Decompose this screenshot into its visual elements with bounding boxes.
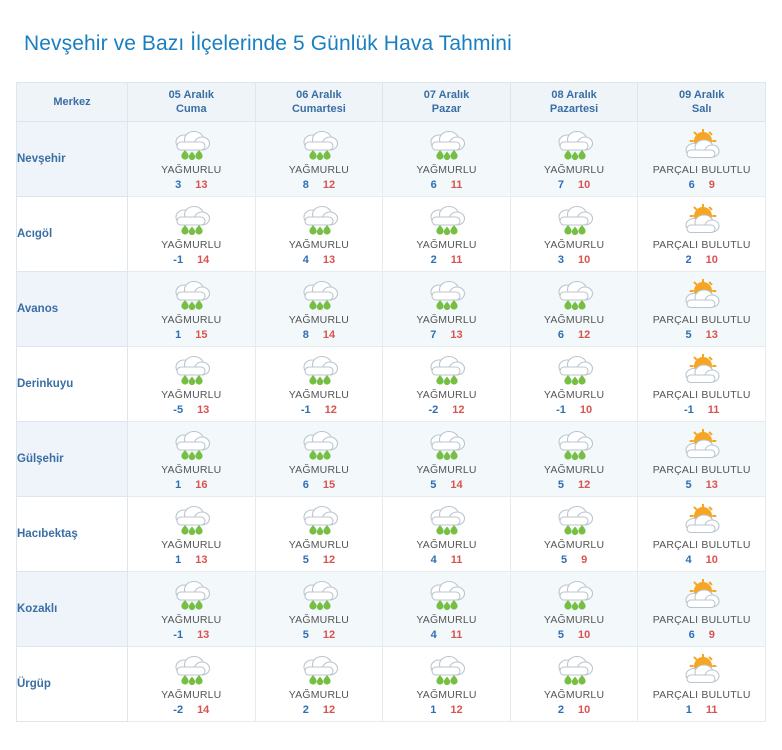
temperature-range bbox=[638, 179, 765, 191]
day-header-day: Salı bbox=[691, 103, 712, 116]
page-title: Nevşehir ve Bazı İlçelerinde 5 Günlük Hava Tahmini bbox=[24, 32, 512, 56]
max-temperature: 10 bbox=[705, 553, 718, 566]
rain-cloud-icon bbox=[128, 653, 255, 687]
temperature-range bbox=[128, 479, 255, 491]
max-temperature: 15 bbox=[322, 478, 336, 491]
temperature-range bbox=[128, 179, 255, 191]
max-temperature: 10 bbox=[578, 253, 591, 266]
temperature-range bbox=[511, 254, 638, 266]
max-temperature: 10 bbox=[578, 628, 591, 641]
temperature-range bbox=[638, 329, 765, 341]
condition-label: PARÇALI BULUTLU bbox=[652, 538, 751, 551]
min-temperature: -1 bbox=[173, 628, 184, 641]
max-temperature: 12 bbox=[322, 553, 336, 566]
forecast-cell bbox=[255, 422, 383, 497]
forecast-cell bbox=[255, 272, 383, 347]
min-temperature: 7 bbox=[430, 328, 437, 341]
rain-cloud-icon bbox=[128, 428, 255, 462]
forecast-table bbox=[16, 82, 766, 722]
city-name-cell: Gülşehir bbox=[17, 422, 128, 497]
temperature-range bbox=[256, 704, 383, 716]
rain-cloud-icon bbox=[256, 653, 383, 687]
rain-cloud-icon bbox=[383, 503, 510, 537]
forecast-cell bbox=[638, 122, 766, 197]
max-temperature: 11 bbox=[450, 178, 463, 191]
condition-label: YAĞMURLU bbox=[416, 463, 477, 476]
condition-label: PARÇALI BULUTLU bbox=[652, 313, 751, 326]
table-header bbox=[17, 83, 766, 122]
partly-cloudy-icon bbox=[638, 428, 765, 462]
condition-label: YAĞMURLU bbox=[288, 538, 350, 551]
condition-label: YAĞMURLU bbox=[543, 538, 605, 551]
min-temperature: 6 bbox=[302, 478, 309, 491]
rain-cloud-icon bbox=[383, 653, 510, 687]
temperature-range bbox=[128, 254, 255, 266]
rain-cloud-icon bbox=[511, 128, 638, 162]
min-temperature: 8 bbox=[302, 328, 309, 341]
temperature-range bbox=[638, 404, 765, 416]
temperature-range bbox=[128, 554, 255, 566]
rain-cloud-icon bbox=[256, 428, 383, 462]
max-temperature: 12 bbox=[322, 178, 336, 191]
condition-label: YAĞMURLU bbox=[543, 613, 605, 626]
condition-label: YAĞMURLU bbox=[416, 313, 477, 326]
condition-label: YAĞMURLU bbox=[543, 313, 605, 326]
min-temperature: 6 bbox=[688, 178, 695, 191]
condition-label: YAĞMURLU bbox=[543, 463, 605, 476]
rain-cloud-icon bbox=[256, 278, 383, 312]
temperature-range bbox=[383, 329, 510, 341]
forecast-cell bbox=[383, 572, 511, 647]
rain-cloud-icon bbox=[256, 503, 383, 537]
min-temperature: 6 bbox=[688, 628, 695, 641]
table-row bbox=[17, 497, 766, 572]
day-header-2 bbox=[383, 83, 511, 122]
temperature-range bbox=[383, 479, 510, 491]
table-body bbox=[17, 122, 766, 722]
rain-cloud-icon bbox=[383, 128, 510, 162]
forecast-cell bbox=[128, 122, 256, 197]
max-temperature: 11 bbox=[450, 553, 463, 566]
condition-label: YAĞMURLU bbox=[543, 238, 605, 251]
min-temperature: 1 bbox=[175, 553, 182, 566]
rain-cloud-icon bbox=[128, 353, 255, 387]
min-temperature: -1 bbox=[683, 403, 694, 416]
min-temperature: 6 bbox=[430, 178, 437, 191]
forecast-cell bbox=[510, 572, 638, 647]
rain-cloud-icon bbox=[383, 353, 510, 387]
min-temperature: 1 bbox=[175, 478, 182, 491]
table-row bbox=[17, 422, 766, 497]
max-temperature: 13 bbox=[195, 553, 208, 566]
temperature-range bbox=[511, 179, 638, 191]
rain-cloud-icon bbox=[128, 278, 255, 312]
forecast-cell bbox=[255, 197, 383, 272]
partly-cloudy-icon bbox=[638, 128, 765, 162]
day-header-0 bbox=[128, 83, 256, 122]
min-temperature: 4 bbox=[685, 553, 692, 566]
max-temperature: 11 bbox=[707, 403, 720, 416]
condition-label: YAĞMURLU bbox=[161, 463, 222, 476]
table-row bbox=[17, 272, 766, 347]
rain-cloud-icon bbox=[128, 578, 255, 612]
min-temperature: 7 bbox=[557, 178, 565, 191]
max-temperature: 12 bbox=[578, 478, 591, 491]
condition-label: YAĞMURLU bbox=[288, 613, 350, 626]
max-temperature: 13 bbox=[197, 403, 210, 416]
min-temperature: 5 bbox=[557, 478, 565, 491]
max-temperature: 9 bbox=[708, 178, 715, 191]
condition-label: YAĞMURLU bbox=[161, 238, 222, 251]
min-temperature: 4 bbox=[430, 553, 437, 566]
rain-cloud-icon bbox=[511, 503, 638, 537]
forecast-cell bbox=[383, 122, 511, 197]
forecast-cell bbox=[128, 572, 256, 647]
city-name-cell: Acıgöl bbox=[17, 197, 128, 272]
forecast-cell bbox=[128, 347, 256, 422]
temperature-range bbox=[128, 629, 255, 641]
condition-label: PARÇALI BULUTLU bbox=[652, 238, 751, 251]
condition-label: YAĞMURLU bbox=[288, 163, 350, 176]
condition-label: YAĞMURLU bbox=[161, 313, 222, 326]
temperature-range bbox=[511, 704, 638, 716]
weather-forecast-page bbox=[0, 14, 782, 750]
max-temperature: 12 bbox=[324, 403, 337, 416]
temperature-range bbox=[128, 329, 255, 341]
min-temperature: 5 bbox=[302, 553, 309, 566]
condition-label: YAĞMURLU bbox=[288, 688, 350, 701]
temperature-range bbox=[638, 704, 765, 716]
day-header-date: 06 Aralık bbox=[296, 89, 342, 102]
day-header-day: Cumartesi bbox=[291, 103, 346, 116]
city-name-cell: Nevşehir bbox=[17, 122, 128, 197]
condition-label: YAĞMURLU bbox=[543, 163, 605, 176]
temperature-range bbox=[638, 554, 765, 566]
min-temperature: -1 bbox=[556, 403, 566, 416]
condition-label: YAĞMURLU bbox=[161, 688, 222, 701]
max-temperature: 13 bbox=[195, 178, 208, 191]
rain-cloud-icon bbox=[128, 203, 255, 237]
day-header-date: 05 Aralık bbox=[168, 89, 215, 102]
forecast-cell bbox=[128, 197, 256, 272]
min-temperature: 3 bbox=[557, 253, 565, 266]
rain-cloud-icon bbox=[256, 128, 383, 162]
rain-cloud-icon bbox=[383, 203, 510, 237]
condition-label: PARÇALI BULUTLU bbox=[652, 613, 751, 626]
condition-label: PARÇALI BULUTLU bbox=[652, 688, 751, 701]
temperature-range bbox=[256, 329, 383, 341]
rain-cloud-icon bbox=[128, 128, 255, 162]
temperature-range bbox=[383, 404, 510, 416]
forecast-cell bbox=[638, 197, 766, 272]
forecast-cell bbox=[383, 347, 511, 422]
temperature-range bbox=[256, 179, 383, 191]
min-temperature: 3 bbox=[175, 178, 182, 191]
rain-cloud-icon bbox=[511, 428, 638, 462]
max-temperature: 11 bbox=[450, 253, 463, 266]
temperature-range bbox=[638, 479, 765, 491]
min-temperature: 4 bbox=[430, 628, 437, 641]
table-row bbox=[17, 647, 766, 722]
forecast-cell bbox=[510, 197, 638, 272]
temperature-range bbox=[383, 554, 510, 566]
table-row bbox=[17, 197, 766, 272]
city-name-cell: Kozaklı bbox=[17, 572, 128, 647]
temperature-range bbox=[638, 629, 765, 641]
condition-label: PARÇALI BULUTLU bbox=[652, 388, 751, 401]
city-name-cell: Hacıbektaş bbox=[17, 497, 128, 572]
forecast-cell bbox=[510, 272, 638, 347]
max-temperature: 10 bbox=[579, 403, 593, 416]
partly-cloudy-icon bbox=[638, 653, 765, 687]
forecast-cell bbox=[638, 647, 766, 722]
forecast-cell bbox=[128, 272, 256, 347]
temperature-range bbox=[256, 629, 383, 641]
city-name-cell: Avanos bbox=[17, 272, 128, 347]
temperature-range bbox=[383, 179, 510, 191]
day-header-date: 07 Aralık bbox=[423, 89, 470, 102]
max-temperature: 12 bbox=[450, 703, 463, 716]
max-temperature: 11 bbox=[450, 628, 463, 641]
condition-label: YAĞMURLU bbox=[416, 538, 477, 551]
temperature-range bbox=[256, 254, 383, 266]
forecast-cell bbox=[255, 572, 383, 647]
forecast-cell bbox=[510, 497, 638, 572]
min-temperature: -5 bbox=[173, 403, 184, 416]
condition-label: PARÇALI BULUTLU bbox=[652, 163, 751, 176]
forecast-cell bbox=[510, 647, 638, 722]
day-header-day: Pazar bbox=[431, 103, 462, 116]
min-temperature: -1 bbox=[173, 253, 184, 266]
max-temperature: 10 bbox=[578, 703, 591, 716]
forecast-cell bbox=[383, 647, 511, 722]
max-temperature: 13 bbox=[197, 628, 210, 641]
rain-cloud-icon bbox=[128, 503, 255, 537]
forecast-cell bbox=[638, 272, 766, 347]
max-temperature: 10 bbox=[705, 253, 718, 266]
condition-label: YAĞMURLU bbox=[161, 163, 222, 176]
rain-cloud-icon bbox=[511, 653, 638, 687]
condition-label: YAĞMURLU bbox=[416, 163, 477, 176]
max-temperature: 13 bbox=[705, 478, 718, 491]
condition-label: YAĞMURLU bbox=[416, 613, 477, 626]
rain-cloud-icon bbox=[511, 203, 638, 237]
max-temperature: 15 bbox=[195, 328, 208, 341]
condition-label: PARÇALI BULUTLU bbox=[652, 463, 751, 476]
rain-cloud-icon bbox=[383, 278, 510, 312]
min-temperature: -2 bbox=[428, 403, 439, 416]
city-name-cell: Ürgüp bbox=[17, 647, 128, 722]
forecast-cell bbox=[255, 347, 383, 422]
max-temperature: 9 bbox=[581, 553, 588, 566]
forecast-cell bbox=[383, 197, 511, 272]
min-temperature: 8 bbox=[302, 178, 309, 191]
partly-cloudy-icon bbox=[638, 578, 765, 612]
condition-label: YAĞMURLU bbox=[416, 238, 477, 251]
condition-label: YAĞMURLU bbox=[543, 388, 605, 401]
forecast-cell bbox=[255, 122, 383, 197]
rain-cloud-icon bbox=[511, 353, 638, 387]
header-center-column: Merkez bbox=[17, 83, 128, 122]
max-temperature: 9 bbox=[708, 628, 715, 641]
min-temperature: 5 bbox=[685, 328, 692, 341]
min-temperature: 5 bbox=[302, 628, 309, 641]
max-temperature: 12 bbox=[322, 628, 336, 641]
min-temperature: 2 bbox=[557, 703, 565, 716]
condition-label: YAĞMURLU bbox=[161, 538, 222, 551]
temperature-range bbox=[511, 329, 638, 341]
partly-cloudy-icon bbox=[638, 503, 765, 537]
min-temperature: -1 bbox=[300, 403, 311, 416]
min-temperature: 5 bbox=[430, 478, 437, 491]
temperature-range bbox=[511, 554, 638, 566]
max-temperature: 13 bbox=[322, 253, 336, 266]
rain-cloud-icon bbox=[256, 203, 383, 237]
day-header-1 bbox=[255, 83, 383, 122]
temperature-range bbox=[511, 479, 638, 491]
table-row bbox=[17, 347, 766, 422]
day-header-date: 08 Aralık bbox=[551, 89, 597, 102]
min-temperature: -2 bbox=[173, 703, 184, 716]
min-temperature: 2 bbox=[302, 703, 309, 716]
forecast-cell bbox=[255, 647, 383, 722]
condition-label: YAĞMURLU bbox=[288, 463, 350, 476]
rain-cloud-icon bbox=[511, 578, 638, 612]
temperature-range bbox=[638, 254, 765, 266]
min-temperature: 2 bbox=[430, 253, 437, 266]
forecast-cell bbox=[510, 347, 638, 422]
min-temperature: 5 bbox=[557, 628, 565, 641]
forecast-cell bbox=[128, 647, 256, 722]
min-temperature: 1 bbox=[685, 703, 692, 716]
day-header-3 bbox=[510, 83, 638, 122]
max-temperature: 14 bbox=[197, 703, 210, 716]
rain-cloud-icon bbox=[256, 353, 383, 387]
partly-cloudy-icon bbox=[638, 203, 765, 237]
forecast-cell bbox=[128, 422, 256, 497]
min-temperature: 6 bbox=[557, 328, 565, 341]
rain-cloud-icon bbox=[511, 278, 638, 312]
max-temperature: 12 bbox=[452, 403, 465, 416]
condition-label: YAĞMURLU bbox=[161, 388, 222, 401]
day-header-day: Cuma bbox=[176, 103, 207, 116]
day-header-4 bbox=[638, 83, 766, 122]
table-row bbox=[17, 572, 766, 647]
min-temperature: 4 bbox=[302, 253, 309, 266]
table-row bbox=[17, 122, 766, 197]
temperature-range bbox=[256, 479, 383, 491]
forecast-cell bbox=[638, 497, 766, 572]
temperature-range bbox=[383, 254, 510, 266]
partly-cloudy-icon bbox=[638, 353, 765, 387]
min-temperature: 2 bbox=[685, 253, 692, 266]
max-temperature: 13 bbox=[705, 328, 718, 341]
forecast-cell bbox=[510, 422, 638, 497]
forecast-cell bbox=[638, 347, 766, 422]
temperature-range bbox=[256, 404, 383, 416]
max-temperature: 12 bbox=[322, 703, 336, 716]
forecast-cell bbox=[255, 497, 383, 572]
forecast-cell bbox=[383, 272, 511, 347]
temperature-range bbox=[128, 704, 255, 716]
condition-label: YAĞMURLU bbox=[288, 313, 350, 326]
temperature-range bbox=[511, 629, 638, 641]
forecast-cell bbox=[510, 122, 638, 197]
min-temperature: 5 bbox=[560, 553, 568, 566]
day-header-date: 09 Aralık bbox=[678, 89, 725, 102]
condition-label: YAĞMURLU bbox=[288, 388, 350, 401]
max-temperature: 14 bbox=[450, 478, 463, 491]
temperature-range bbox=[511, 404, 638, 416]
temperature-range bbox=[383, 704, 510, 716]
rain-cloud-icon bbox=[383, 428, 510, 462]
max-temperature: 14 bbox=[322, 328, 336, 341]
condition-label: YAĞMURLU bbox=[416, 688, 477, 701]
header-row bbox=[17, 83, 766, 122]
max-temperature: 10 bbox=[578, 178, 591, 191]
forecast-cell bbox=[128, 497, 256, 572]
rain-cloud-icon bbox=[256, 578, 383, 612]
rain-cloud-icon bbox=[383, 578, 510, 612]
max-temperature: 16 bbox=[195, 478, 208, 491]
partly-cloudy-icon bbox=[638, 278, 765, 312]
temperature-range bbox=[383, 629, 510, 641]
temperature-range bbox=[128, 404, 255, 416]
forecast-cell bbox=[383, 497, 511, 572]
min-temperature: 1 bbox=[175, 328, 182, 341]
max-temperature: 12 bbox=[578, 328, 591, 341]
condition-label: YAĞMURLU bbox=[288, 238, 350, 251]
min-temperature: 1 bbox=[430, 703, 437, 716]
condition-label: YAĞMURLU bbox=[416, 388, 477, 401]
max-temperature: 11 bbox=[705, 703, 718, 716]
condition-label: YAĞMURLU bbox=[543, 688, 605, 701]
min-temperature: 5 bbox=[685, 478, 692, 491]
forecast-cell bbox=[638, 422, 766, 497]
day-header-day: Pazartesi bbox=[549, 103, 599, 116]
city-name-cell: Derinkuyu bbox=[17, 347, 128, 422]
forecast-cell bbox=[638, 572, 766, 647]
max-temperature: 14 bbox=[197, 253, 210, 266]
max-temperature: 13 bbox=[450, 328, 463, 341]
temperature-range bbox=[256, 554, 383, 566]
forecast-cell bbox=[383, 422, 511, 497]
condition-label: YAĞMURLU bbox=[161, 613, 222, 626]
